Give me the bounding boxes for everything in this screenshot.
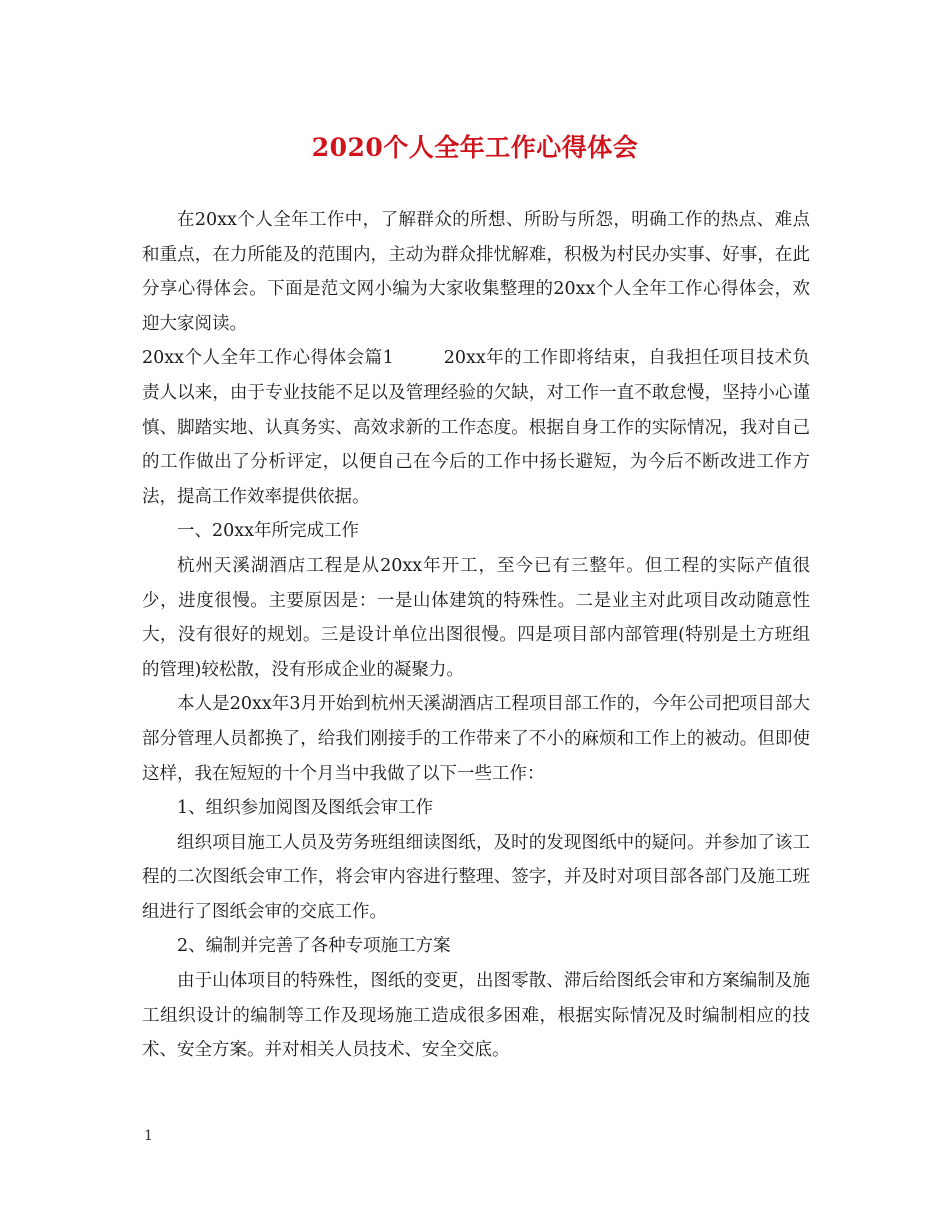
- section-heading: 20xx个人全年工作心得体会篇1: [142, 348, 394, 369]
- document-title: 2020个人全年工作心得体会: [311, 133, 639, 162]
- paragraph: 1、组织参加阅图及图纸会审工作: [177, 798, 434, 819]
- paragraph: 在20xx个人全年工作中，了解群众的所想、所盼与所怨，明确工作的热点、难点和重点，在力所能及的范围内，主动为群众排忧解难，积极为村民办实事、好事，在此分享心得体会。下面是范文网小编为大家收集整理的20xx个人全年工作心得体会，欢迎大家阅读。: [142, 210, 810, 334]
- paragraph: 2、编制并完善了各种专项施工方案: [177, 936, 451, 957]
- paragraph: 由于山体项目的特殊性，图纸的变更，出图零散、滞后给图纸会审和方案编制及施工组织设计的编制等工作及现场施工造成很多困难，根据实际情况及时编制相应的技术、安全方案。并对相关人员技术、安全交底。: [142, 971, 810, 1061]
- document-body: [142, 203, 810, 1068]
- paragraph: 一、20xx年所完成工作: [177, 521, 360, 542]
- paragraph: [142, 341, 810, 514]
- paragraph: 组织项目施工人员及劳务班组细读图纸，及时的发现图纸中的疑问。并参加了该工程的二次图纸会审工作，将会审内容进行整理、签字，并及时对项目部各部门及施工班组进行了图纸会审的交底工作。: [142, 832, 810, 922]
- paragraph: 杭州天溪湖酒店工程是从20xx年开工，至今已有三整年。但工程的实际产值很少，进度很慢。主要原因是：一是山体建筑的特殊性。二是业主对此项目改动随意性大，没有很好的规划。三是设计单位出图很慢。四是项目部内部管理(特别是土方班组的管理)较松散，没有形成企业的凝聚力。: [142, 555, 810, 680]
- page-number: 1: [144, 1128, 153, 1144]
- paragraph: 本人是20xx年3月开始到杭州天溪湖酒店工程项目部工作的，今年公司把项目部大部分管理人员都换了，给我们刚接手的工作带来了不小的麻烦和工作上的被动。但即使这样，我在短短的十个月当中我做了以下一些工作：: [142, 694, 810, 784]
- paragraph-text: 20xx年的工作即将结束，自我担任项目技术负责人以来，由于专业技能不足以及管理经验的欠缺，对工作一直不敢怠慢，坚持小心谨慎、脚踏实地、认真务实、高效求新的工作态度。根据自身工作的实际情况，我对自己的工作做出了分析评定，以便自己在今后的工作中扬长避短，为今后不断改进工作方法，提高工作效率提供依据。: [142, 348, 810, 507]
